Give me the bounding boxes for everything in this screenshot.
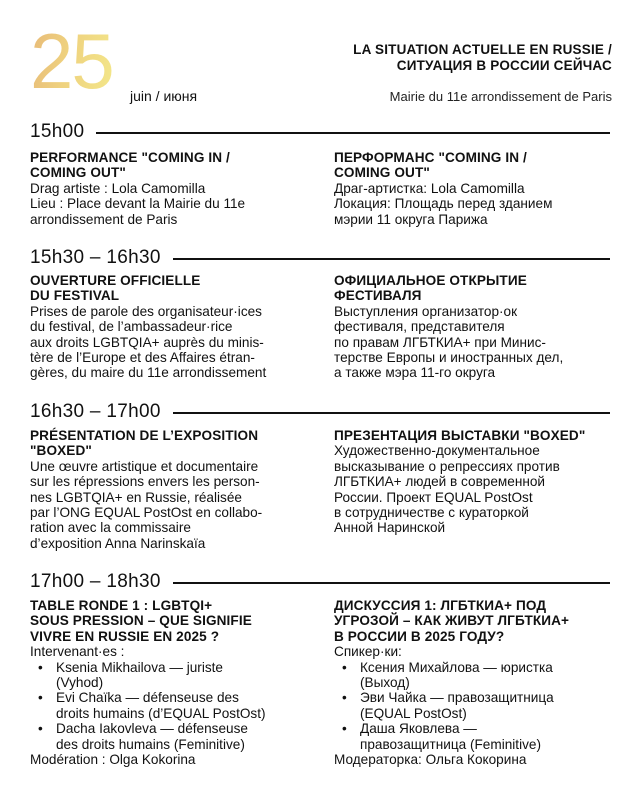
program-title <box>292 42 612 74</box>
event-text-line: Prises de parole des organisateur·ices <box>30 303 262 319</box>
event-title-line: "BOXED" <box>30 443 92 459</box>
event-section <box>0 120 640 240</box>
event-text-line: Анной Наринской <box>334 520 446 536</box>
event-fr <box>30 150 320 227</box>
event-time: 16h30 – 17h00 <box>30 401 161 422</box>
event-fr <box>30 428 320 551</box>
event-text-line: Драг-артистка: Lola Camomilla <box>334 180 525 196</box>
event-text-line: по правам ЛГБТКИА+ при Минис- <box>334 334 546 350</box>
program-title-fr: LA SITUATION ACTUELLE EN RUSSIE / <box>353 42 612 57</box>
event-ru <box>334 598 624 767</box>
event-title-line: VIVRE EN RUSSIE EN 2025 ? <box>30 628 220 644</box>
event-text-line: par l’ONG EQUAL PostOst en collabo- <box>30 505 263 521</box>
divider-rule <box>173 412 610 414</box>
speakers-intro: Intervenant·es : <box>30 644 125 660</box>
speaker-line: (Выход) <box>360 675 410 691</box>
event-section <box>0 400 640 565</box>
speaker-item <box>56 690 320 721</box>
event-time: 17h00 – 18h30 <box>30 571 161 592</box>
speaker-line: (EQUAL PostOst) <box>360 705 467 721</box>
event-title-line: ДИСКУССИЯ 1: ЛГБТКИА+ ПОД <box>334 598 547 613</box>
event-title-line: ОФИЦИАЛЬНОЕ ОТКРЫТИЕ <box>334 273 527 288</box>
event-section <box>0 570 640 795</box>
time-row <box>30 570 610 594</box>
speaker-line: • Эви Чайка — правозащитница <box>360 690 554 706</box>
speaker-item <box>360 660 624 691</box>
event-fr <box>30 598 320 767</box>
event-text-line: Локация: Площадь перед зданием <box>334 196 553 212</box>
event-ru <box>334 428 624 536</box>
event-title-line: COMING OUT" <box>334 165 430 181</box>
moderator: Модераторка: Ольга Кокорина <box>334 752 527 768</box>
event-title-line: OUVERTURE OFFICIELLE <box>30 273 201 288</box>
event-text-line: Lieu : Place devant la Mairie du 11e <box>30 196 246 212</box>
speaker-item <box>360 721 624 752</box>
event-text-line: nes LGBTQIA+ en Russie, réalisée <box>30 489 242 505</box>
event-text-line: du festival, de l’ambassadeur·rice <box>30 319 233 335</box>
event-title-line: ФЕСТИВАЛЯ <box>334 288 422 304</box>
speaker-line: • Evi Chaïka — défenseuse des <box>56 690 239 706</box>
time-row <box>30 400 610 424</box>
speaker-item <box>56 721 320 752</box>
event-text-line: в сотрудничестве с кураторкой <box>334 505 529 521</box>
event-text-line: фестиваля, представителя <box>334 319 505 335</box>
event-text-line: aux droits LGBTQIA+ auprès du minis- <box>30 334 264 350</box>
event-title-line: УГРОЗОЙ – КАК ЖИВУТ ЛГБТКИА+ <box>334 613 570 629</box>
event-text-line: gères, du maire du 11e arrondissement <box>30 365 267 381</box>
speaker-line: • Ksenia Mikhailova — juriste <box>56 659 223 675</box>
event-ru <box>334 150 624 227</box>
speaker-line: правозащитница (Feminitive) <box>360 736 541 752</box>
event-text-line: мэрии 11 округа Парижа <box>334 211 488 227</box>
event-title-line: SOUS PRESSION – QUE SIGNIFIE <box>30 613 252 629</box>
speaker-list <box>334 660 624 752</box>
event-text-line: ЛГБТКИА+ людей в современной <box>334 474 545 490</box>
event-text-line: Une œuvre artistique et documentaire <box>30 458 259 474</box>
event-text-line: Художественно-документальное <box>334 443 540 459</box>
event-text-line: tère de l’Europe et des Affaires étran- <box>30 350 255 366</box>
speaker-item <box>360 690 624 721</box>
event-time: 15h00 <box>30 121 85 142</box>
header <box>0 0 640 118</box>
venue: Mairie du 11e arrondissement de Paris <box>389 89 612 104</box>
event-title-line: COMING OUT" <box>30 165 126 181</box>
divider-rule <box>173 258 610 260</box>
event-title-line: TABLE RONDE 1 : LGBTQI+ <box>30 598 213 613</box>
speaker-line: • Даша Яковлева — <box>360 721 477 737</box>
event-title-line: ПЕРФОРМАНС "COMING IN / <box>334 150 527 165</box>
time-row <box>30 120 610 144</box>
event-title-line: В РОССИИ В 2025 ГОДУ? <box>334 628 505 644</box>
speaker-line: • Dacha Iakovleva — défenseuse <box>56 721 248 737</box>
program-title-ru: СИТУАЦИЯ В РОССИИ СЕЙЧАС <box>396 58 612 73</box>
event-month: juin / июня <box>130 88 198 104</box>
time-row <box>30 246 610 270</box>
event-text-line: sur les répressions envers les person- <box>30 474 260 490</box>
event-text-line: а также мэра 11-го округа <box>334 365 496 381</box>
event-text-line: высказывание о репрессиях против <box>334 458 560 474</box>
speaker-line: • Ксения Михайлова — юристка <box>360 659 553 675</box>
divider-rule <box>173 582 610 584</box>
event-title-line: PERFORMANCE "COMING IN / <box>30 150 230 165</box>
event-text-line: ration avec la commissaire <box>30 520 191 536</box>
speakers-intro: Спикер·ки: <box>334 644 402 660</box>
event-title-line: ПРЕЗЕНТАЦИЯ ВЫСТАВКИ "BOXED" <box>334 428 586 443</box>
event-text-line: d’exposition Anna Narinskaïa <box>30 535 206 551</box>
speaker-item <box>56 660 320 691</box>
event-ru <box>334 273 624 381</box>
event-fr <box>30 273 320 381</box>
event-text-line: Drag artiste : Lola Camomilla <box>30 180 206 196</box>
event-text-line: России. Проект EQUAL PostOst <box>334 489 533 505</box>
event-text-line: Выступления организатор·ок <box>334 303 518 319</box>
event-day: 25 <box>30 17 113 105</box>
event-title-line: DU FESTIVAL <box>30 288 120 304</box>
speaker-line: des droits humains (Feminitive) <box>56 736 245 752</box>
divider-rule <box>96 132 610 134</box>
speaker-line: (Vyhod) <box>56 675 104 691</box>
event-text-line: arrondissement de Paris <box>30 211 178 227</box>
event-section <box>0 246 640 396</box>
speaker-line: droits humains (d’EQUAL PostOst) <box>56 705 266 721</box>
event-text-line: терстве Европы и иностранных дел, <box>334 350 564 366</box>
moderator: Modération : Olga Kokorina <box>30 752 196 768</box>
event-title-line: PRÉSENTATION DE L’EXPOSITION <box>30 428 259 443</box>
event-time: 15h30 – 16h30 <box>30 247 161 268</box>
speaker-list <box>30 660 320 752</box>
